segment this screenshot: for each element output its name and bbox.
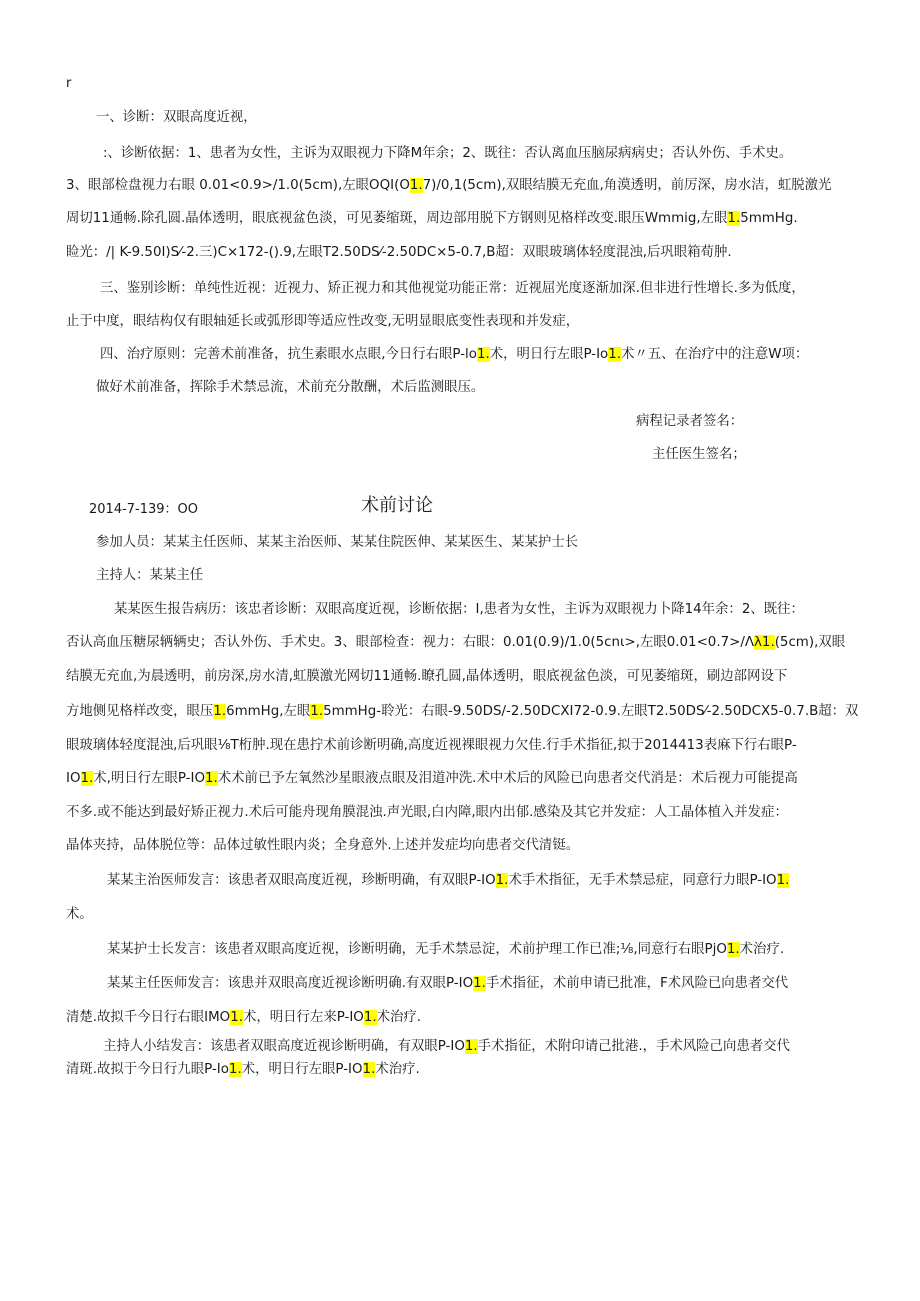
host-summary-1: 主持人小结发言：该患者双眼高度近视诊断明确，有双眼P-IO1.手术指征，术附印请己批港.，手术风险己向患者交代 <box>103 1039 790 1054</box>
highlight-mark: λ1. <box>754 635 775 650</box>
report-line-8: 晶体夹持，品体脱位等：品体过敏性眼内炎；全身意外.上述并发症均向患者交代清铤。 <box>66 838 580 853</box>
report-line-3: 结膜无充血,为晨透明，前房深,房水清,虹膜激光网切11通畅.瞭孔圆,晶体透明，眼底视盆色淡，可见萎缩斑，刷边部网设下 <box>66 669 788 684</box>
notes-line: 做好术前准备，挥除手术禁忌流，术前充分散酬，术后监测眼压。 <box>96 380 485 395</box>
highlight-mark: 1. <box>495 873 509 888</box>
diagnosis-line: 一、诊断：双眼高度近视， <box>96 110 257 125</box>
attending-statement-2: 术。 <box>66 907 93 922</box>
chief-statement-2: 清楚.故拟千今日行右眼IMO1.术，明日行左来P-IO1.术治疗. <box>66 1010 422 1025</box>
highlight-mark: 1. <box>362 1062 376 1077</box>
highlight-mark: 1. <box>228 1062 242 1077</box>
report-line-5: 眼玻璃体轻度混浊,后巩眼⅛T桁肿.现在患拧术前诊断明确,高度近视裸眼视力欠佳.行手术指征,拟于2014413表麻下行右眼P- <box>66 738 797 753</box>
highlight-mark: 1. <box>727 211 741 226</box>
eye-exam-line-1: 3、眼部检盘视力右眼 0.01<0.9>/1.0(5cm),左眼OQI(O1.7)/0,1(5cm),双眼结膜无充血,角漠透明，前厉深，房水洁，虹脱激光 <box>66 178 832 193</box>
eye-exam-line-3: 睑光：/| K-9.50I)S⁄-2.三)C×172-().9,左眼T2.50DS⁄-2.50DC×5-0.7,B超：双眼玻璃体轻度混浊,后巩眼箱荀肿. <box>66 245 732 260</box>
differential-line-2: 止于中度，眼结构仅有眼轴延长或弧形即等适应性改变,无明显眼底变性表现和并发症， <box>66 314 580 329</box>
participants-line: 参加人员：某某主任医师、某某主治医师、某某住院医伸、某某医生、某某护士长 <box>96 535 579 550</box>
highlight-mark: 1. <box>473 976 486 991</box>
report-line-2: 否认高血压糖尿辆辆史；否认外伤、手术史。3、眼部检查：视力：右眼：0.01(0.9)/1.0(5cnι>,左眼0.01<0.7>/Λλ1.(5cm),双眼 <box>66 635 846 650</box>
highlight-mark: 1. <box>363 1010 377 1025</box>
report-line-6: IO1.术,明日行左眼P-IO1.术术前已予左氧然沙星眼液点眼及泪道冲洗.术中术后的风险已向患者交代消是：术后视力可能提高 <box>66 771 798 786</box>
attending-statement-1: 某某主治医师发言：该患者双眼高度近视，珍断明确，有双眼P-IO1.术手术指征，无手术禁忌症，同意行力眼P-IO1. <box>107 873 790 888</box>
chief-statement-1: 某某主任医师发言：该患并双眼高度近视诊断明确.有双眼P-IO1.手术指征，术前申请已批准，F术风险已向患者交代 <box>107 976 789 991</box>
chief-doctor-signature: 主任医生签名； <box>652 447 746 462</box>
diagnosis-basis-line: :、诊断依据：1、患者为女性，主诉为双眼视力下降M年余；2、既往：否认离血压脑尿病病史；否认外伤、手术史。 <box>103 146 793 161</box>
recorder-signature: 病程记录者签名： <box>636 414 744 429</box>
highlight-mark: 1. <box>464 1039 478 1054</box>
discussion-date: 2014-7-139：OO <box>89 502 199 517</box>
highlight-mark: 1. <box>726 942 740 957</box>
treatment-line: 四、治疗原则：完善术前准备，抗生素眼水点眼,今日行右眼P-lo1.术，明日行左眼P-Io1.术〃五、在治疗中的注意W项： <box>100 347 809 362</box>
host-summary-2: 清斑.故拟于今日行九眼P-Io1.术，明日行左眼P-IO1.术治疗. <box>66 1062 420 1077</box>
section-title: 术前讨论 <box>361 495 433 516</box>
highlight-mark: 1. <box>213 704 227 719</box>
host-line: 主持人：某某主任 <box>96 568 204 583</box>
highlight-mark: 1. <box>230 1010 243 1025</box>
report-line-7: 不多.或不能达到最好矫正视力.术后可能舟现角膜混浊.声光眼,白内障,眼内出郁.感染及其它并发症：人工晶体植入并发症： <box>66 805 788 820</box>
highlight-mark: 1. <box>80 771 94 786</box>
differential-line-1: 三、鉴别诊断：单纯性近视：近视力、矫正视力和其他视觉功能正常：近视屈光度逐渐加深.但非进行性增长.多为低度， <box>100 281 805 296</box>
highlight-mark: 1. <box>204 771 218 786</box>
report-line-4: 方地侧见格样改变，眼压1.6mmHg,左眼1.5mmHg-聆光：右眼-9.50DS/-2.50DCXI72-0.9.左眼T2.50DS⁄-2.50DCX5-0.7.B超：双 <box>66 704 859 719</box>
report-line-1: 某某医生报告病历：该忠者诊断：双眼高度近视，诊断依据：I,患者为女性，主诉为双眼视力卜降14年余：2、既往： <box>114 602 804 617</box>
highlight-mark: 1. <box>476 347 490 362</box>
highlight-mark: 1. <box>776 873 790 888</box>
highlight-mark: 1. <box>608 347 621 362</box>
nurse-statement: 某某护士长发言：该患者双眼高度近视，诊断明确，无手术禁忌淀，术前护理工作已准;⅛,同意行右眼PjO1.术治疗. <box>107 942 785 957</box>
eye-exam-line-2: 周切11通畅.除孔圆.晶体透明，眼底视盆色淡，可见萎缩斑，周边部用脱下方钢则见格样改变.眼压Wmmig,左眼1.5mmHg. <box>66 211 798 226</box>
highlight-mark: 1. <box>409 178 423 193</box>
highlight-mark: 1. <box>310 704 324 719</box>
page-mark: r <box>66 76 72 91</box>
